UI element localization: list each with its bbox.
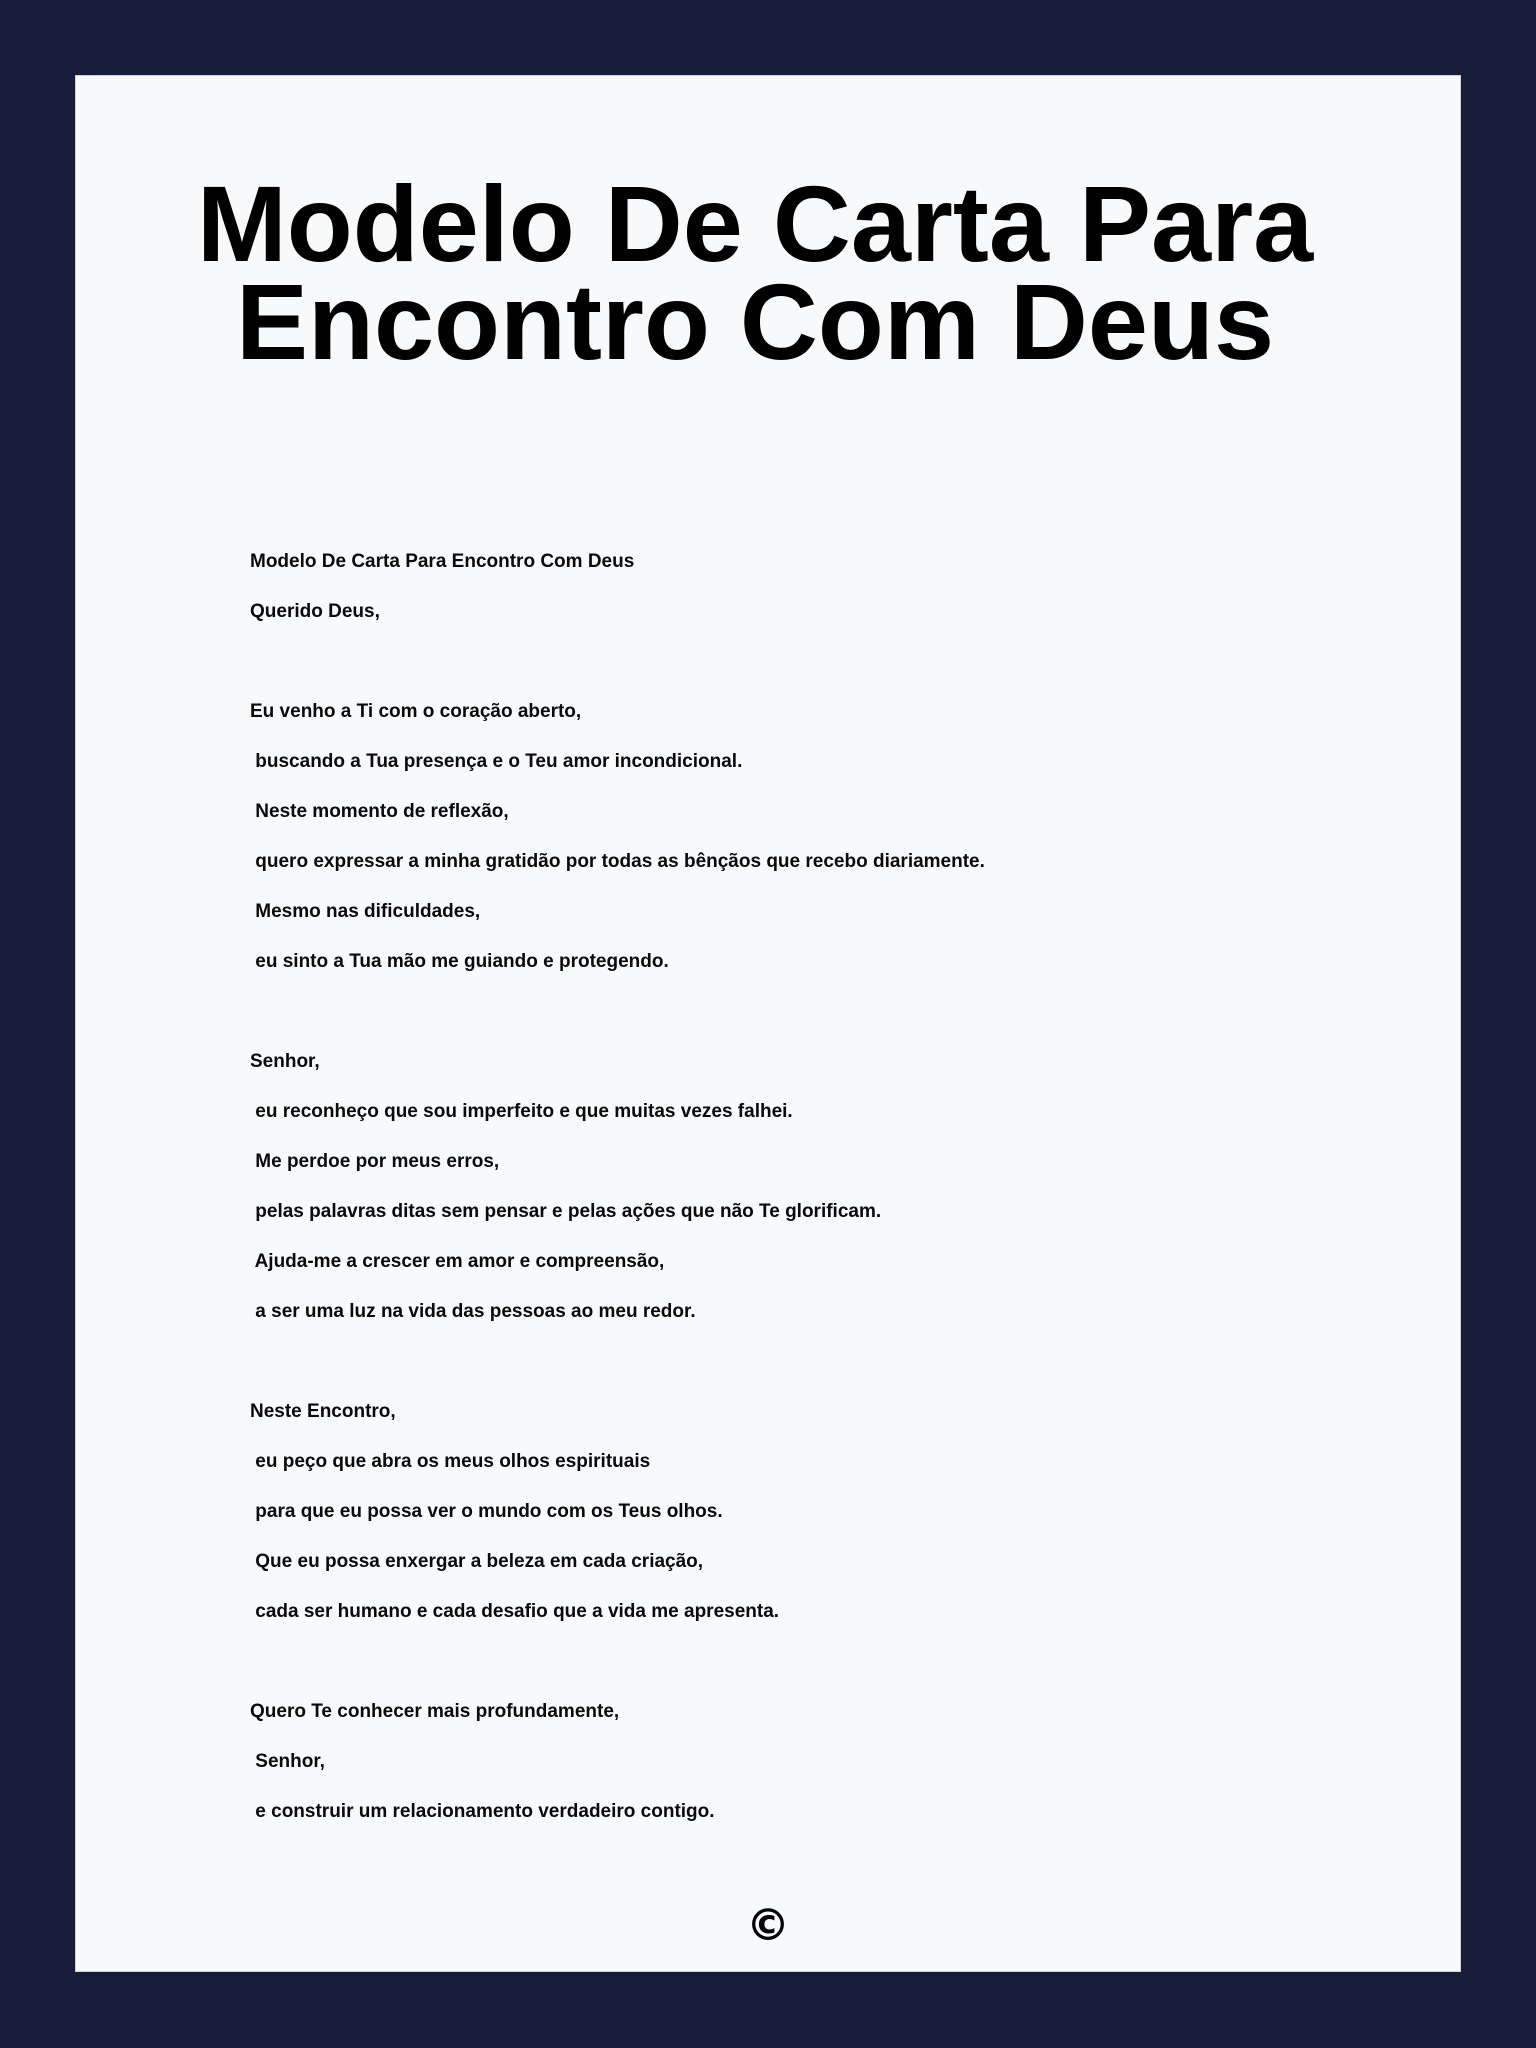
title-line-2: Encontro Com Deus [235,261,1275,382]
text-line: Eu venho a Ti com o coração aberto, [250,701,582,722]
text-line: eu reconheço que sou imperfeito e que muitas vezes falhei. [250,1101,793,1122]
paragraph-gap [250,996,1310,1046]
copyright-icon: © [746,1900,790,1951]
title-line-1: Modelo De Carta Para [196,163,1314,284]
text-line: Mesmo nas dificuldades, [250,901,481,922]
text-line: Neste Encontro, [250,1401,396,1422]
paragraph-gap [250,1646,1310,1696]
text-line: buscando a Tua presença e o Teu amor incondicional. [250,751,743,772]
text-line: pelas palavras ditas sem pensar e pelas ações que não Te glorificam. [250,1201,882,1222]
text-line: e construir um relacionamento verdadeiro contigo. [250,1801,715,1822]
paragraph-1 [250,696,1310,996]
letter-heading: Modelo De Carta Para Encontro Com Deus [250,551,635,572]
text-line: para que eu possa ver o mundo com os Teus olhos. [250,1501,723,1522]
paragraph-4 [250,1696,1310,1846]
page-title [100,163,1410,382]
text-line: a ser uma luz na vida das pessoas ao meu redor. [250,1301,696,1322]
text-line: cada ser humano e cada desafio que a vida me apresenta. [250,1601,780,1622]
text-line: Quero Te conhecer mais profundamente, [250,1701,620,1722]
text-line: Que eu possa enxergar a beleza em cada criação, [250,1551,704,1572]
text-line: eu sinto a Tua mão me guiando e protegendo. [250,951,669,972]
text-line: Me perdoe por meus erros, [250,1151,500,1172]
paragraph-gap [250,1346,1310,1396]
text-line: Senhor, [250,1751,325,1772]
letter-greeting: Querido Deus, [250,601,380,622]
letter-body [250,546,1310,1846]
paragraph-3 [250,1396,1310,1646]
text-line: eu peço que abra os meus olhos espirituais [250,1451,651,1472]
text-line: Senhor, [250,1051,320,1072]
paragraph-2 [250,1046,1310,1346]
paragraph-gap [250,646,1310,696]
text-line: Ajuda-me a crescer em amor e compreensão, [250,1251,665,1272]
text-line: Neste momento de reflexão, [250,801,509,822]
text-line: quero expressar a minha gratidão por todas as bênçãos que recebo diariamente. [250,851,985,872]
